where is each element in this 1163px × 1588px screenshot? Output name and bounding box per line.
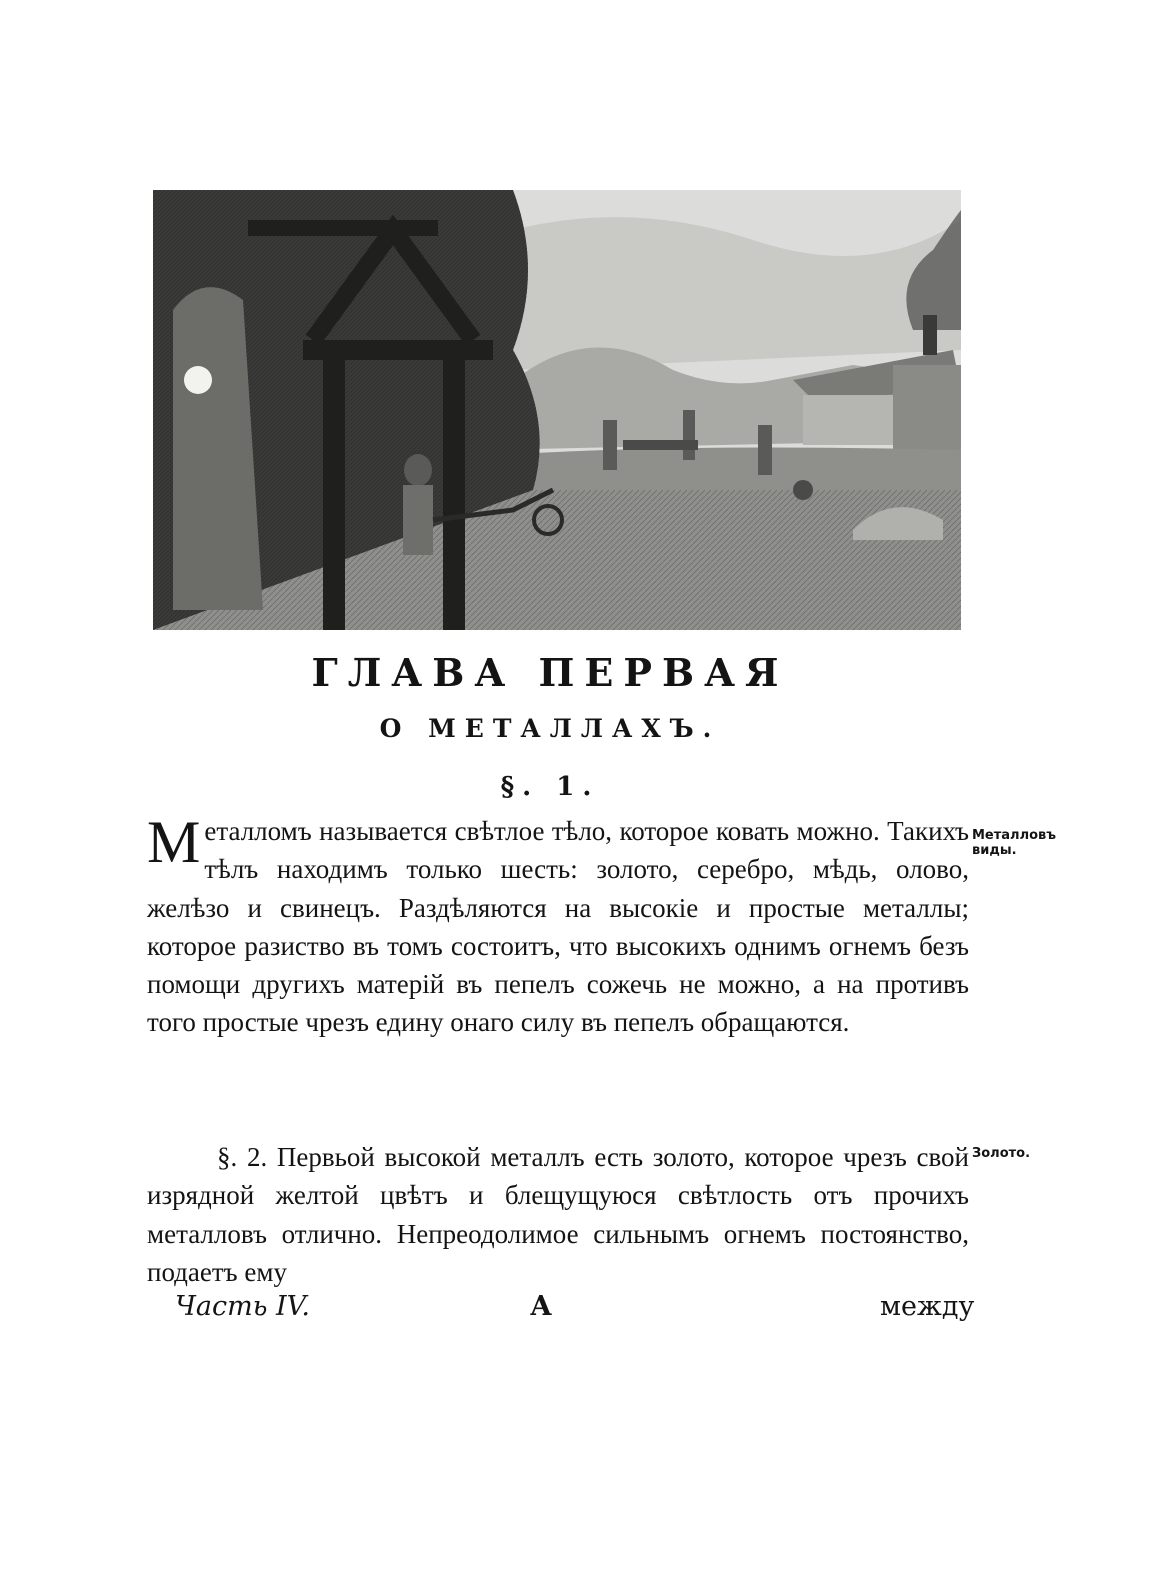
paragraph-1 xyxy=(147,809,969,1042)
chapter-subtitle: О МЕТАЛЛАХЪ. xyxy=(379,714,721,743)
marginal-note-gold: Золото. xyxy=(972,1146,1031,1161)
footer-catchword: между xyxy=(880,1291,975,1322)
paragraph-1-text: еталломъ называется свѣтлое тѣло, которое ковать можно. Такихъ тѣлъ находимъ только шесть: золото, серебро, мѣдь, олово, желѣзо и свинецъ. Раздѣляются на высокіе и простые металлы; которое разиство въ томъ состоитъ, что высокихъ однимъ огнемъ безъ помощи другихъ матерій въ пепелъ сожечь не можно, а на противъ того простые чрезъ едину онаго силу въ пепелъ обращаются. xyxy=(147,816,969,1038)
paragraph-2: §. 2. Первьой высокой металлъ есть золото, которое чрезъ свой изрядной желтой цвѣтъ и блещущуюся свѣтлость отъ прочихъ металловъ отлично. Непреодолимое сильнымъ огнемъ постоянство, подаетъ ему xyxy=(147,1142,969,1287)
section-mark: §. 1. xyxy=(500,772,600,802)
mining-engraving xyxy=(153,190,961,630)
footer-signature: А xyxy=(530,1291,552,1322)
footer-part-number: Часть IV. xyxy=(175,1291,310,1322)
marginal-note-metal-types: Металловъ виды. xyxy=(972,828,1057,858)
chapter-title: ГЛАВА ПЕРВАЯ xyxy=(311,650,789,695)
drop-cap: М xyxy=(147,809,201,875)
